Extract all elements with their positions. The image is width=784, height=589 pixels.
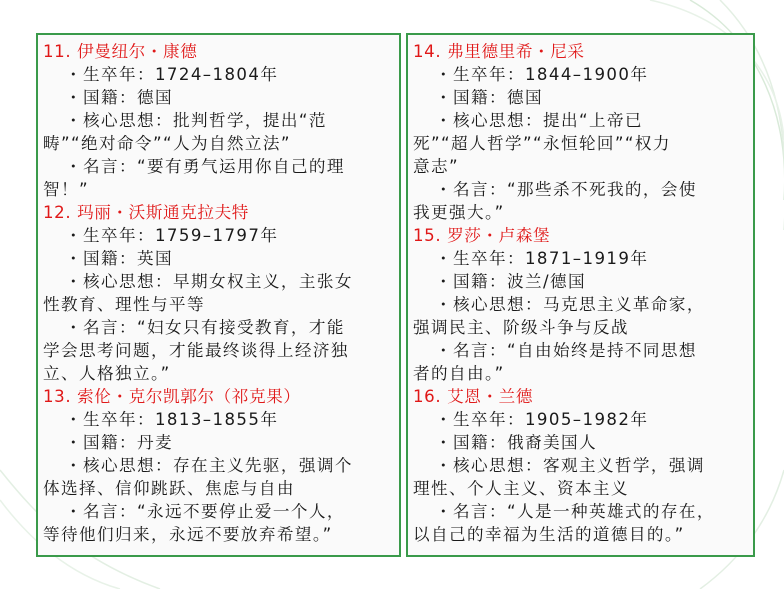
quote-line: ・名言：“妇女只有接受教育，才能: [65, 318, 345, 337]
entry-15: [413, 224, 753, 385]
core-idea-line: ・核心思想：客观主义哲学，强调: [435, 456, 705, 475]
entry-title: 15. 罗莎・卢森堡: [413, 226, 551, 245]
quote-line: ・名言：“人是一种英雄式的存在，: [435, 502, 715, 521]
quote-continuation: 我更强大。”: [413, 203, 505, 222]
nationality-line: ・国籍：英国: [65, 249, 173, 268]
quote-continuation: 以自己的幸福为生活的道德目的。”: [413, 525, 685, 544]
quote-continuation: 等待他们归来，永远不要放弃希望。”: [43, 525, 333, 544]
entry-13: [43, 385, 399, 546]
birth-death-line: ・生卒年：1724–1804年: [65, 65, 279, 84]
quote-line: ・名言：“自由始终是持不同思想: [435, 341, 697, 360]
entry-title: 11. 伊曼纽尔・康德: [43, 42, 198, 61]
core-idea-continuation: 畴”“绝对命令”“人为自然立法”: [43, 134, 291, 153]
right-panel: [406, 33, 755, 557]
core-idea-continuation: 强调民主、阶级斗争与反战: [413, 318, 629, 337]
entry-14: [413, 40, 753, 224]
nationality-line: ・国籍：俄裔美国人: [435, 433, 597, 452]
birth-death-line: ・生卒年：1759–1797年: [65, 226, 279, 245]
quote-line: ・名言：“永远不要停止爱一个人，: [65, 502, 345, 521]
core-idea-continuation: 性教育、理性与平等: [43, 295, 205, 314]
quote-continuation: 学会思考问题，才能最终谈得上经济独: [43, 341, 349, 360]
birth-death-line: ・生卒年：1844–1900年: [435, 65, 649, 84]
core-idea-continuation: 体选择、信仰跳跃、焦虑与自由: [43, 479, 295, 498]
left-panel: [36, 33, 401, 557]
nationality-line: ・国籍：德国: [435, 88, 543, 107]
quote-continuation: 者的自由。”: [413, 364, 505, 383]
nationality-line: ・国籍：丹麦: [65, 433, 173, 452]
birth-death-line: ・生卒年：1813–1855年: [65, 410, 279, 429]
quote-line: ・名言：“那些杀不死我的，会使: [435, 180, 697, 199]
entry-title: 16. 艾恩・兰德: [413, 387, 534, 406]
core-idea-continuation: 死”“超人哲学”“永恒轮回”“权力: [413, 134, 671, 153]
nationality-line: ・国籍：波兰/德国: [435, 272, 586, 291]
nationality-line: ・国籍：德国: [65, 88, 173, 107]
core-idea-line: ・核心思想：存在主义先驱，强调个: [65, 456, 353, 475]
core-idea-continuation: 意志”: [413, 157, 459, 176]
entry-title: 12. 玛丽・沃斯通克拉夫特: [43, 203, 250, 222]
core-idea-line: ・核心思想：马克思主义革命家，: [435, 295, 705, 314]
entry-title: 14. 弗里德里希・尼采: [413, 42, 585, 61]
entry-title: 13. 索伦・克尔凯郭尔（祁克果）: [43, 387, 301, 406]
core-idea-line: ・核心思想：批判哲学，提出“范: [65, 111, 327, 130]
quote-continuation: 立、人格独立。”: [43, 364, 171, 383]
entry-16: [413, 385, 753, 546]
core-idea-line: ・核心思想：早期女权主义，主张女: [65, 272, 353, 291]
birth-death-line: ・生卒年：1905–1982年: [435, 410, 649, 429]
quote-line: ・名言：“要有勇气运用你自己的理: [65, 157, 345, 176]
quote-continuation: 智！”: [43, 180, 89, 199]
core-idea-continuation: 理性、个人主义、资本主义: [413, 479, 629, 498]
entry-12: [43, 201, 399, 385]
entry-11: [43, 40, 399, 201]
core-idea-line: ・核心思想：提出“上帝已: [435, 111, 643, 130]
birth-death-line: ・生卒年：1871–1919年: [435, 249, 649, 268]
